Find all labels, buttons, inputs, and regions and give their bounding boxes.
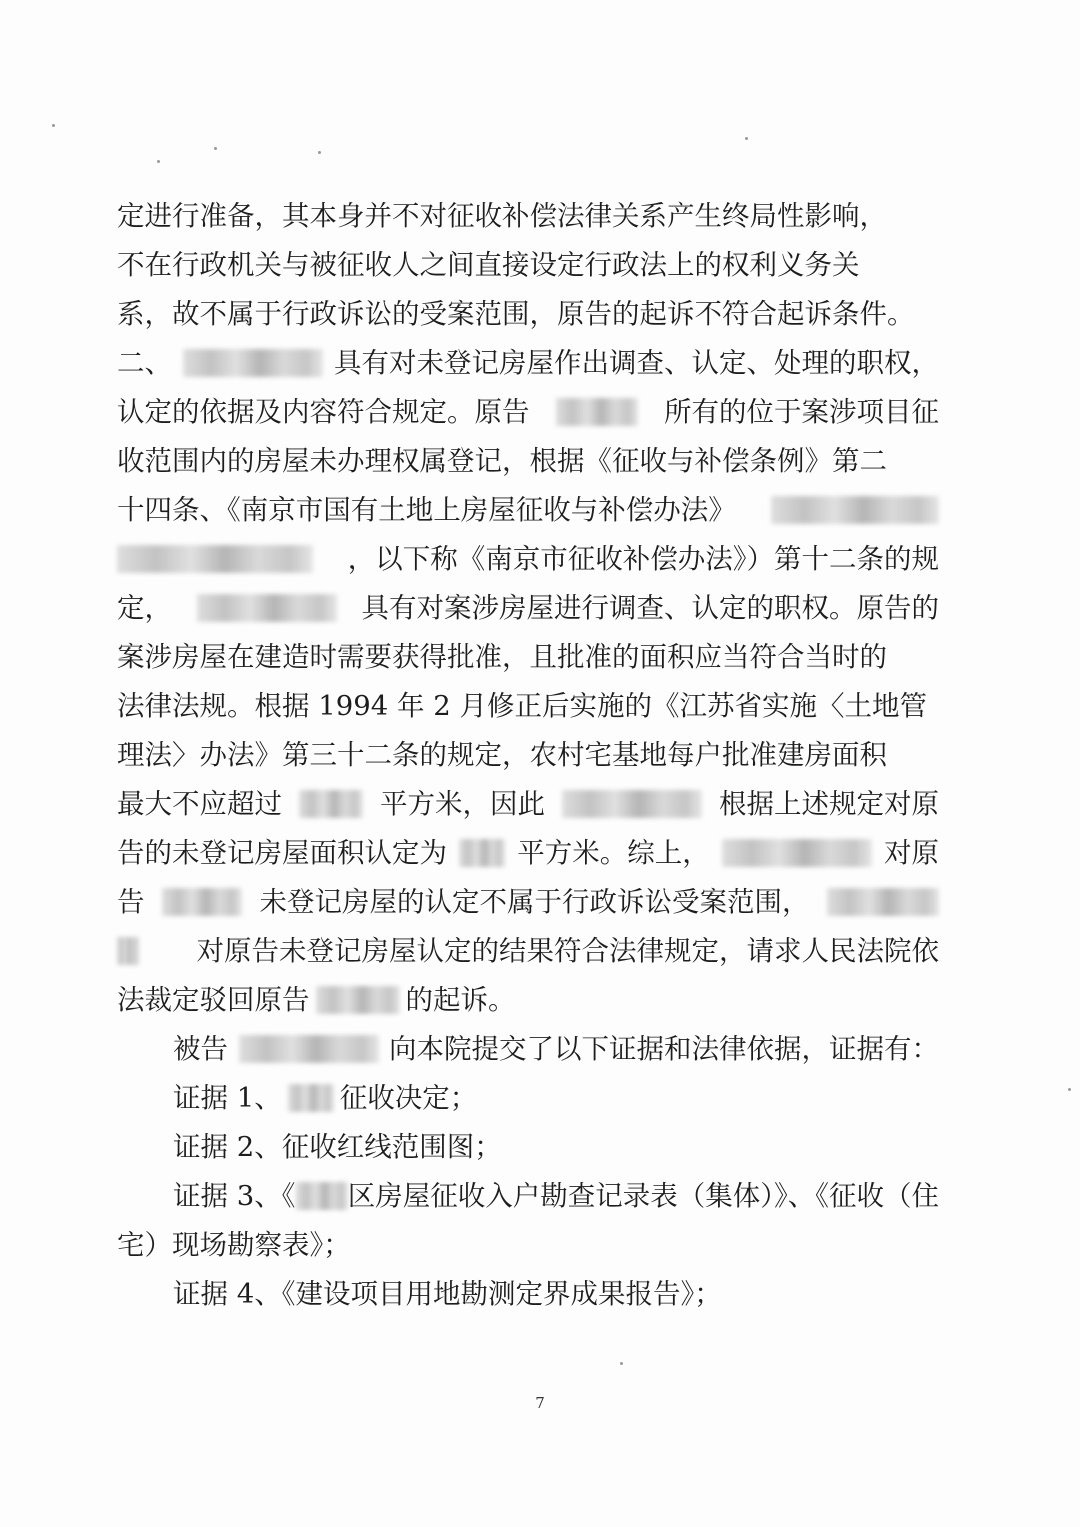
scan-speck	[620, 1362, 623, 1365]
text-line	[173, 1078, 477, 1118]
text-segment: 二、	[117, 347, 172, 379]
text-line	[117, 931, 939, 971]
text-line	[117, 539, 939, 579]
text-line	[117, 1225, 351, 1265]
text-line	[117, 784, 939, 824]
text-segment: 十四条、《南京市国有土地上房屋征收与补偿办法》	[117, 494, 736, 526]
text-line	[117, 882, 939, 922]
text-line	[117, 392, 939, 432]
text-segment: 宅）现场勘察表》；	[117, 1229, 351, 1261]
text-segment: 系，故不属于行政诉讼的受案范围，原告的起诉不符合起诉条件。	[117, 298, 915, 330]
text-line	[117, 490, 939, 530]
redaction-block	[162, 888, 242, 916]
redaction-block	[239, 1035, 379, 1063]
text-line	[117, 735, 939, 775]
redaction-block	[197, 594, 337, 622]
text-segment: 证据 3、《	[173, 1180, 296, 1212]
scan-speck	[214, 147, 217, 150]
text-line	[117, 637, 939, 677]
redaction-block	[296, 1182, 348, 1210]
redaction-block	[117, 545, 313, 573]
text-segment: 未登记房屋的认定不属于行政诉讼受案范围，	[259, 886, 810, 918]
text-line	[173, 1274, 722, 1314]
text-segment: 具有对未登记房屋作出调查、认定、处理的职权，	[334, 347, 939, 379]
redaction-block	[316, 986, 400, 1014]
text-segment: 法裁定驳回原告	[117, 984, 310, 1016]
redaction-block	[562, 790, 702, 818]
redaction-block	[183, 349, 323, 377]
scan-speck	[318, 151, 321, 154]
text-segment: 理法〉办法》第三十二条的规定，农村宅基地每户批准建房面积	[117, 739, 887, 771]
scan-speck	[52, 124, 55, 127]
text-line	[117, 588, 939, 628]
redaction-block	[556, 398, 638, 426]
text-segment: 定，	[117, 592, 172, 624]
redaction-block	[299, 790, 363, 818]
text-segment: 向本院提交了以下证据和法律依据，证据有：	[389, 1033, 939, 1065]
text-segment: 定进行准备，其本身并不对征收补偿法律关系产生终局性影响，	[117, 200, 887, 232]
text-segment: 平方米，因此	[380, 788, 545, 820]
text-segment: 对原	[884, 837, 939, 869]
text-line	[117, 343, 939, 383]
scan-speck	[1068, 1088, 1071, 1091]
text-line	[117, 196, 939, 236]
text-segment: 平方米。综上，	[517, 837, 710, 869]
text-segment: 告	[117, 886, 145, 918]
text-segment: 最大不应超过	[117, 788, 282, 820]
text-line	[117, 245, 939, 285]
text-segment: 所有的位于案涉项目征	[664, 396, 939, 428]
text-segment: 收范围内的房屋未办理权属登记，根据《征收与补偿条例》第二	[117, 445, 887, 477]
text-segment: 具有对案涉房屋进行调查、认定的职权。原告的	[361, 592, 939, 624]
text-line	[117, 980, 516, 1020]
text-line	[117, 441, 939, 481]
text-segment: 根据上述规定对原	[719, 788, 939, 820]
redaction-block	[117, 937, 139, 965]
redaction-block	[827, 888, 939, 916]
text-segment: 的起诉。	[405, 984, 516, 1016]
text-segment: 证据 4、《建设项目用地勘测定界成果报告》；	[173, 1278, 722, 1310]
text-line	[173, 1029, 939, 1069]
scan-speck	[157, 160, 160, 163]
text-segment: 告的未登记房屋面积认定为	[117, 837, 447, 869]
redaction-block	[771, 496, 939, 524]
text-segment: 不在行政机关与被征收人之间直接设定行政法上的权利义务关	[117, 249, 860, 281]
text-segment: 征收决定；	[339, 1082, 478, 1114]
text-line	[173, 1176, 939, 1216]
text-segment: 对原告未登记房屋认定的结果符合法律规定，请求人民法院依	[196, 935, 939, 967]
text-line	[117, 833, 939, 873]
redaction-block	[459, 839, 505, 867]
redaction-block	[288, 1084, 334, 1112]
text-segment: 区房屋征收入户勘查记录表（集体）》、《征收（住	[347, 1180, 939, 1212]
text-line	[117, 686, 939, 726]
text-segment: ，以下称《南京市征收补偿办法》）第十二条的规	[347, 543, 939, 575]
text-segment: 认定的依据及内容符合规定。原告	[117, 396, 530, 428]
text-line	[173, 1127, 502, 1167]
text-segment: 证据 1、	[173, 1082, 282, 1114]
text-segment: 法律法规。根据 1994 年 2 月修正后实施的《江苏省实施〈土地管	[117, 690, 927, 722]
page-number: 7	[535, 1394, 545, 1412]
scan-speck	[745, 137, 748, 140]
text-line	[117, 294, 939, 334]
text-segment: 案涉房屋在建造时需要获得批准，且批准的面积应当符合当时的	[117, 641, 887, 673]
text-segment: 证据 2、征收红线范围图；	[173, 1131, 502, 1163]
redaction-block	[722, 839, 872, 867]
text-segment: 被告	[173, 1033, 228, 1065]
